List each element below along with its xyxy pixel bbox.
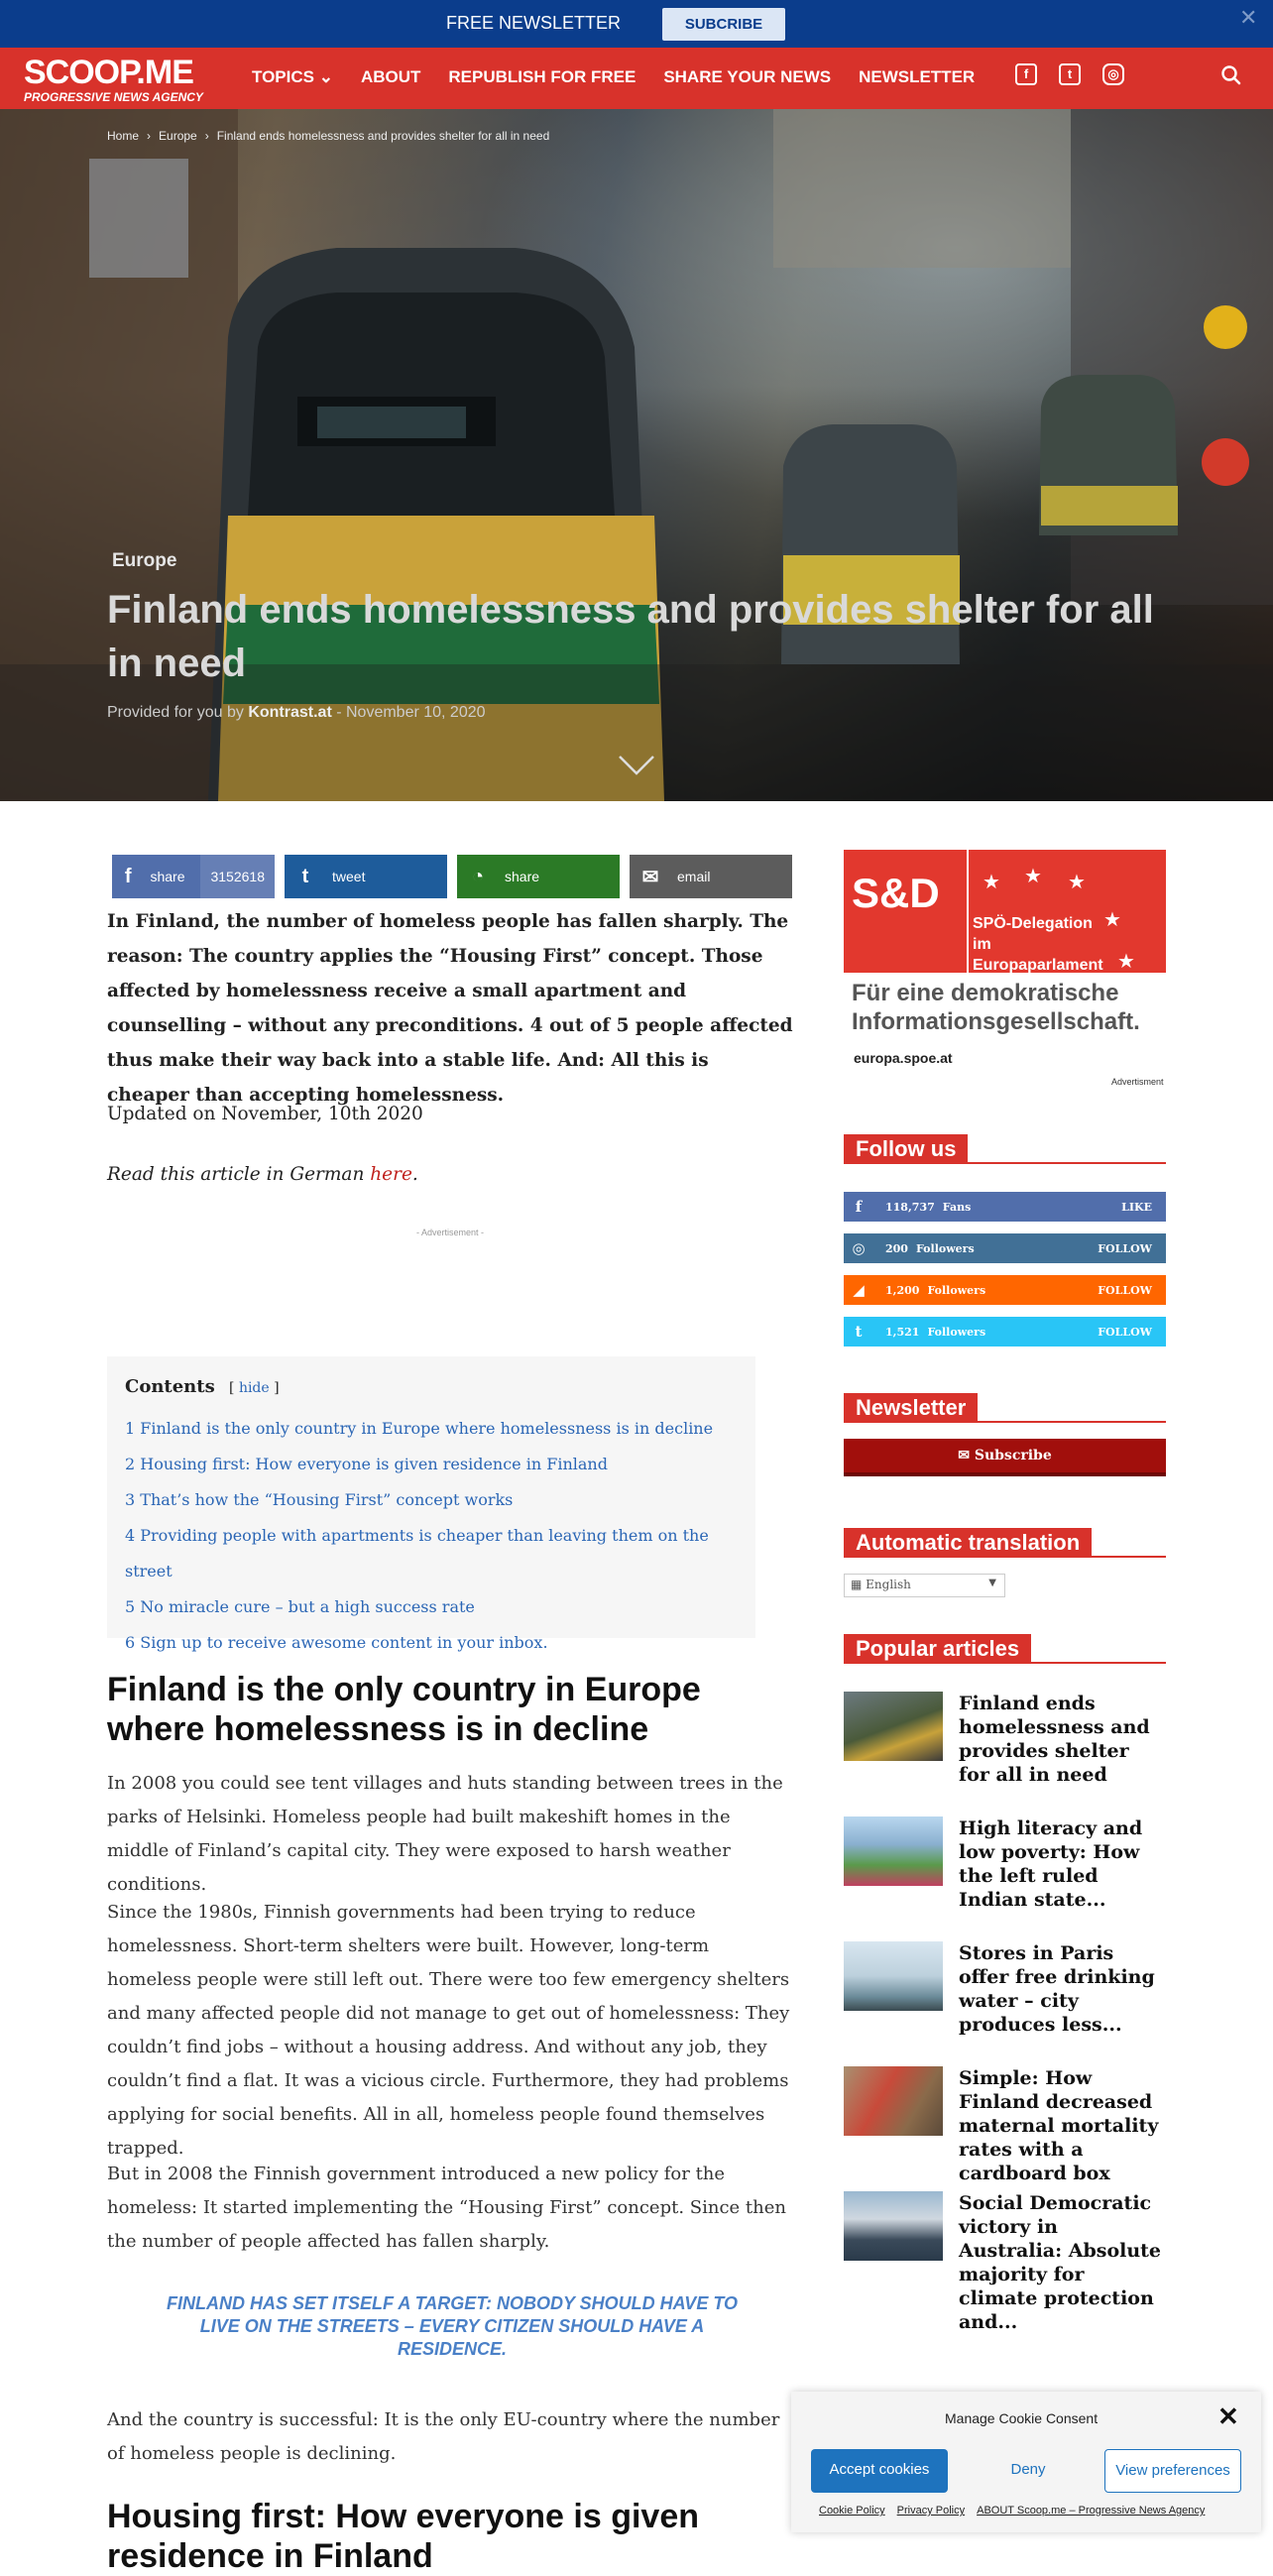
star-icon: ★ (1068, 872, 1086, 893)
popular-title: Popular articles (844, 1634, 1031, 1662)
tram-street-photo (0, 109, 1273, 801)
twitter-icon: t (855, 1323, 863, 1341)
toc-bracket-close: ] (274, 1380, 280, 1396)
star-icon: ★ (983, 872, 1000, 893)
subscribe-now-button[interactable]: SUBCRIBE (662, 8, 785, 41)
ad-label: Advertisment (1111, 1077, 1164, 1087)
breadcrumb-separator: › (147, 129, 152, 143)
ad-slogan: Für eine demokratische Informationsgesellschaft. (852, 980, 1140, 1035)
advertisement-label: - Advertisement - (416, 1228, 485, 1237)
follow-rss[interactable] (844, 1275, 1166, 1305)
accept-cookies-button[interactable]: Accept cookies (811, 2449, 948, 2493)
section-heading-2: Housing first: How everyone is given residence in Finland (107, 2498, 700, 2575)
nav-item-about[interactable]: ABOUT (360, 67, 421, 86)
star-icon: ★ (1117, 951, 1135, 973)
ad-divider (967, 850, 969, 973)
popular-thumbnail[interactable] (844, 2066, 943, 2136)
chevron-down-icon: ▼ (988, 1578, 996, 1588)
popular-article-title[interactable]: Finland ends homelessness and provides shelter for all in need (959, 1693, 1150, 1786)
breadcrumb-current[interactable]: Finland ends homelessness and provides shelter for all in need (216, 129, 550, 143)
email-share-button[interactable] (630, 855, 792, 898)
article-author[interactable]: Kontrast.at (248, 704, 332, 721)
read-in-german (107, 1164, 795, 1185)
follow-count: 118,737 (885, 1200, 935, 1214)
instagram-icon[interactable]: ◎ (1102, 63, 1124, 85)
twitter-share-label: tweet (332, 869, 366, 884)
flag-icon: ▦ (851, 1578, 867, 1591)
deny-cookies-button[interactable]: Deny (1010, 2461, 1046, 2478)
pull-quote: FINLAND HAS SET ITSELF A TARGET: NOBODY SHOULD HAVE TO LIVE ON THE STREETS – EVERY CITIZEN SHOULD HAVE A RESIDENCE. (166, 2293, 738, 2359)
facebook-icon: f (855, 1198, 863, 1216)
article-category[interactable]: Europe (112, 550, 177, 571)
nav-item-topics[interactable]: TOPICS ⌄ (252, 67, 333, 86)
follow-label: Followers (915, 1241, 975, 1255)
article-title: Finland ends homelessness and provides shelter for all in need (107, 588, 1154, 685)
read-in-german-prefix: Read this article in German (107, 1164, 371, 1185)
toc-hide-link[interactable]: hide (238, 1380, 270, 1396)
chevron-down-icon[interactable] (617, 754, 656, 777)
read-in-german-link[interactable]: here (370, 1164, 412, 1185)
email-share-label: email (677, 869, 711, 884)
follow-action[interactable]: LIKE (1121, 1200, 1152, 1214)
toc-item[interactable]: 5 No miracle cure – but a high success rate (125, 1597, 475, 1616)
follow-action[interactable]: FOLLOW (1098, 1283, 1152, 1297)
privacy-policy-link[interactable]: Privacy Policy (896, 2505, 966, 2517)
ad-url: europa.spoe.at (854, 1050, 953, 1066)
toc-title: Contents (125, 1376, 215, 1397)
cookie-links (819, 2505, 1205, 2517)
follow-instagram[interactable] (844, 1233, 1166, 1263)
rss-icon: ◢ (853, 1281, 865, 1299)
site-logo-tagline: PROGRESSIVE NEWS AGENCY (24, 90, 203, 104)
follow-action[interactable]: FOLLOW (1098, 1325, 1152, 1339)
toc-hide-toggle[interactable] (229, 1380, 280, 1396)
cookie-consent-dialog (791, 2392, 1261, 2532)
about-link[interactable]: ABOUT Scoop.me – Progressive News Agency (977, 2505, 1206, 2517)
popular-heading (844, 1634, 1166, 1664)
nav-menu (252, 67, 975, 87)
newsletter-title: Newsletter (844, 1393, 978, 1421)
article-lead: In Finland, the number of homeless people has fallen sharply. The reason: The country applies the “Housing First” concept. Those affected by homelessness receive a small apartment and counselling – without any preconditions. 4 out of 5 people affected thus make their way back into a stable life. And: All this is cheaper than accepting homelessness. (107, 911, 793, 1106)
facebook-share-count: 3152618 (200, 855, 275, 898)
cookie-title: Manage Cookie Consent (945, 2410, 1099, 2426)
follow-action[interactable]: FOLLOW (1098, 1241, 1152, 1255)
toc-item[interactable]: 3 That’s how the “Housing First” concept works (125, 1490, 514, 1509)
popular-thumbnail[interactable] (844, 1941, 943, 2011)
toc-bracket-open: [ (229, 1380, 235, 1396)
whatsapp-share-label: share (505, 869, 540, 884)
star-icon: ★ (1103, 909, 1121, 931)
follow-label: Followers (927, 1283, 986, 1297)
sidebar-advertisement[interactable] (844, 850, 1166, 1088)
newsletter-heading (844, 1393, 1166, 1423)
nav-item-share-news[interactable]: SHARE YOUR NEWS (663, 67, 832, 86)
main-nav (0, 48, 1273, 109)
toc-header (125, 1376, 738, 1397)
follow-us-heading (844, 1134, 1166, 1164)
twitter-icon[interactable]: t (1059, 63, 1081, 85)
breadcrumb-separator: › (204, 129, 209, 143)
ad-delegation-text: SPÖ-Delegation im Europaparlament (973, 915, 1103, 974)
close-icon[interactable]: ✕ (1239, 6, 1258, 31)
ad-logo: S&D (852, 870, 940, 916)
article-paragraph: But in 2008 the Finnish government introduced a new policy for the homeless: It started implementing the “Housing First” concept. Since then the number of people affected has fallen sharply. (107, 2164, 786, 2252)
popular-thumbnail[interactable] (844, 1692, 943, 1761)
language-select[interactable] (844, 1574, 1005, 1597)
nav-socials (1015, 63, 1124, 85)
facebook-share-button[interactable] (112, 855, 275, 898)
newsletter-topbar-title: FREE NEWSLETTER (446, 13, 622, 33)
article-date: - November 10, 2020 (336, 704, 486, 721)
table-of-contents (107, 1356, 755, 1652)
search-icon[interactable] (1217, 61, 1245, 89)
instagram-icon: ◎ (852, 1239, 866, 1257)
article-updated: Updated on November, 10th 2020 (107, 1104, 423, 1124)
twitter-share-button[interactable] (285, 855, 447, 898)
whatsapp-icon: ◔ (471, 865, 485, 887)
nav-item-republish[interactable]: REPUBLISH FOR FREE (448, 67, 636, 86)
article-paragraph: Since the 1980s, Finnish governments had been trying to reduce homelessness. Short-term shelters were built. However, long-term homeless people were still left out. There were too few emergency shelters and many affected people did not manage to get out of homelessness: They couldn’t find jobs – without a housing address. And without any job, they couldn’t find a flat. It was a vicious circle. Furthermore, they had problems applying for social benefits. All in all, homeless people found themselves trapped. (107, 1902, 790, 2159)
view-preferences-button[interactable]: View preferences (1104, 2449, 1241, 2493)
facebook-icon[interactable]: f (1015, 63, 1037, 85)
follow-count: 200 (885, 1241, 908, 1255)
facebook-icon: f (124, 865, 132, 887)
article-meta (107, 704, 486, 722)
follow-facebook[interactable] (844, 1192, 1166, 1222)
hero-banner (0, 109, 1273, 801)
article-paragraph: In 2008 you could see tent villages and huts standing between trees in the parks of Helsinki. Homeless people had built makeshift homes in the middle of Finland’s capital city. They were exposed to harsh weather conditions. (107, 1773, 783, 1895)
breadcrumb-europe[interactable]: Europe (159, 129, 197, 143)
twitter-icon: t (301, 865, 309, 887)
subscribe-button[interactable]: ✉ Subscribe (844, 1439, 1166, 1476)
provided-by-label: Provided for you by (107, 704, 244, 721)
toc-item[interactable]: 6 Sign up to receive awesome content in your inbox. (125, 1633, 548, 1652)
follow-count: 1,521 (885, 1325, 920, 1339)
follow-label: Fans (942, 1200, 972, 1214)
popular-article-title[interactable]: High literacy and low poverty: How the left ruled Indian state... (959, 1817, 1143, 1911)
article-paragraph: And the country is successful: It is the only EU-country where the number of homeless people is declining. (107, 2409, 780, 2464)
follow-label: Followers (927, 1325, 986, 1339)
section-heading-1: Finland is the only country in Europe where homelessness is in decline (107, 1671, 701, 1748)
share-bar (112, 855, 792, 898)
nav-item-newsletter[interactable]: NEWSLETTER (859, 67, 976, 86)
toc-item[interactable]: 2 Housing first: How everyone is given residence in Finland (125, 1455, 608, 1473)
popular-article-title[interactable]: Simple: How Finland decreased maternal mortality rates with a cardboard box (959, 2067, 1159, 2184)
translation-title: Automatic translation (844, 1528, 1092, 1556)
popular-thumbnail[interactable] (844, 2191, 943, 2261)
toc-item[interactable]: 1 Finland is the only country in Europe where homelessness is in decline (125, 1419, 714, 1438)
facebook-share-label: share (150, 869, 185, 884)
newsletter-topbar (0, 0, 1273, 48)
language-value: English (866, 1578, 911, 1591)
follow-count: 1,200 (885, 1283, 920, 1297)
cookie-policy-link[interactable]: Cookie Policy (819, 2505, 885, 2517)
breadcrumb-home[interactable]: Home (107, 129, 140, 143)
toc-item[interactable]: 4 Providing people with apartments is cheaper than leaving them on the street (125, 1526, 709, 1581)
read-in-german-suffix: . (411, 1164, 418, 1185)
translation-heading (844, 1528, 1166, 1558)
follow-us-title: Follow us (844, 1134, 968, 1162)
whatsapp-share-button[interactable] (457, 855, 620, 898)
close-icon[interactable]: ✕ (1217, 2401, 1239, 2431)
popular-article-title[interactable]: Stores in Paris offer free drinking water – city produces less... (959, 1942, 1155, 2036)
follow-twitter[interactable] (844, 1317, 1166, 1347)
popular-article-title[interactable]: Social Democratic victory in Australia: Absolute majority for climate protection and... (959, 2192, 1162, 2333)
star-icon: ★ (1024, 866, 1042, 887)
breadcrumb (107, 129, 549, 143)
site-logo[interactable]: SCOOP.ME (24, 54, 193, 91)
popular-thumbnail[interactable] (844, 1816, 943, 1886)
envelope-icon: ✉ (641, 866, 659, 888)
